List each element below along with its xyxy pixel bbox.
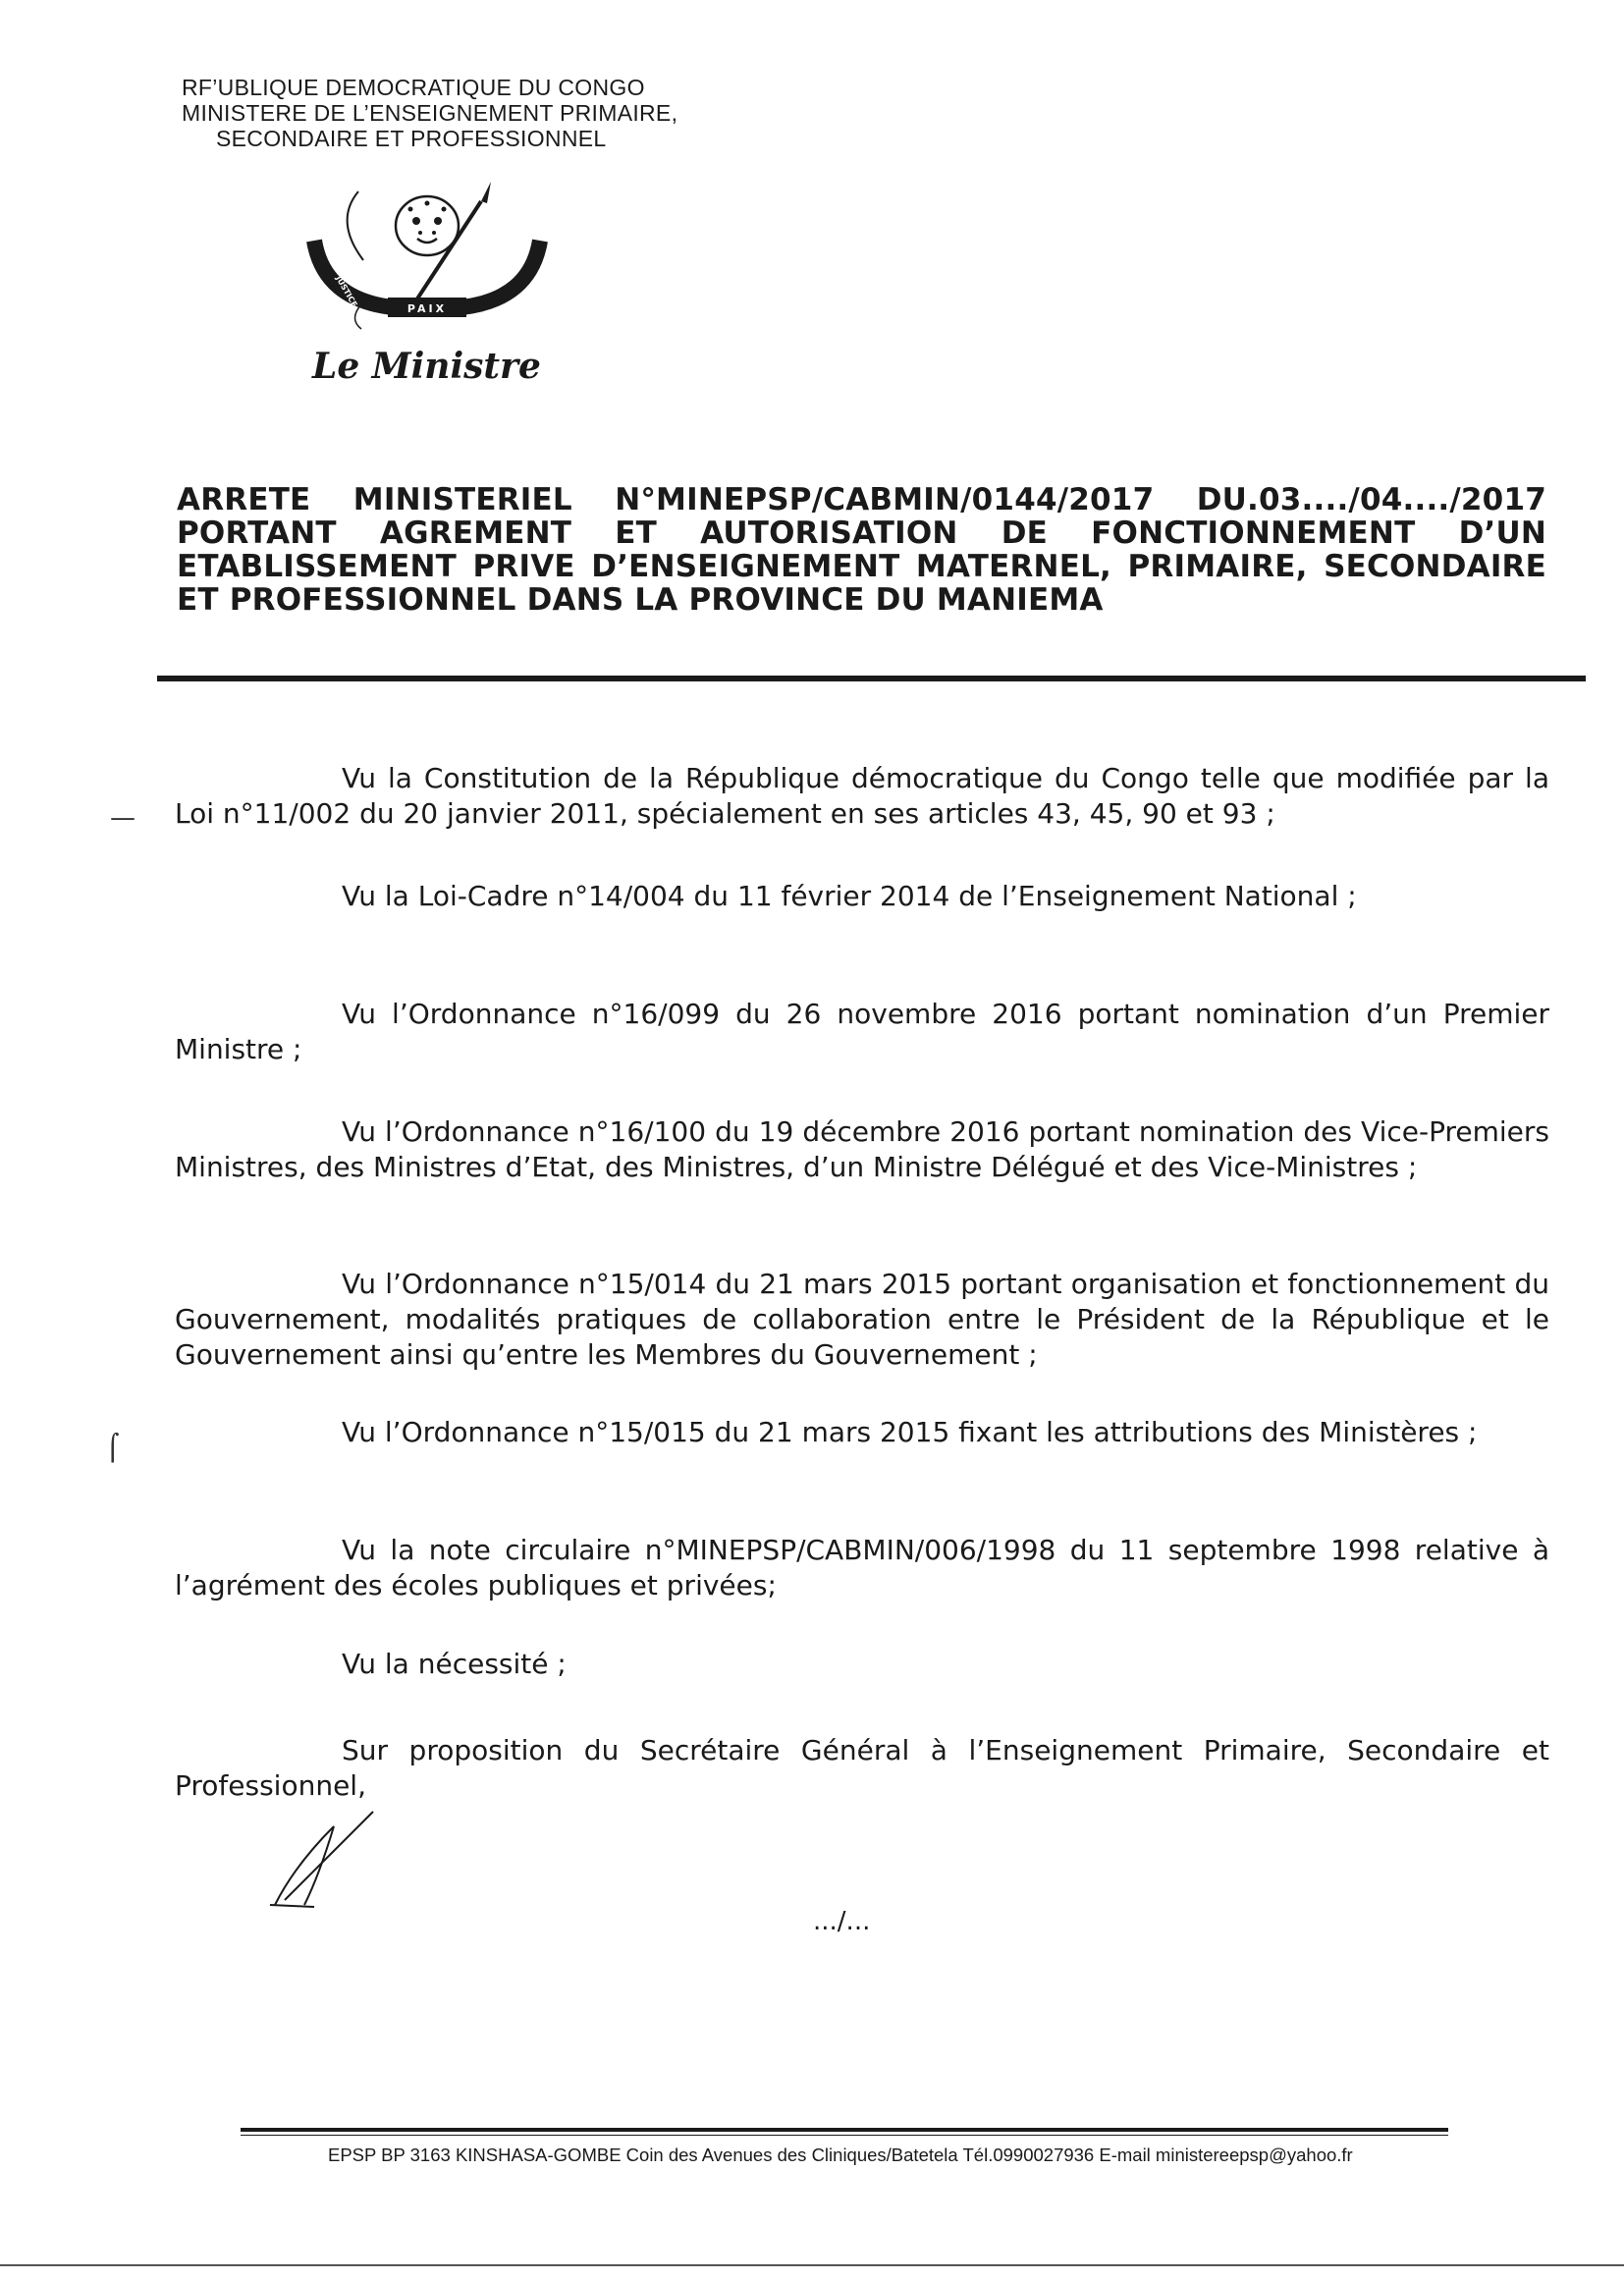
paragraph-necessite: Vu la nécessité ; [342,1648,567,1680]
title-line-1: ARRETE MINISTERIEL N°MINEPSP/CABMIN/0144/2017 DU.03..../04..../2017 [177,482,1546,517]
paragraph-ordonnance-16-100: Vu l’Ordonnance n°16/100 du 19 décembre 2016 portant nomination des Vice-Premiers Ministres, des Ministres d’Etat, des Ministres, d’un Ministre Délégué et des Vice-Ministres ; [175,1115,1549,1183]
margin-mark: ⌠ [106,1434,120,1463]
footer-divider-thin [241,2135,1448,2136]
letterhead [182,75,790,151]
handwritten-initials [265,1807,383,1915]
title-line-4: ET PROFESSIONNEL DANS LA PROVINCE DU MANIEMA [177,582,1104,618]
paragraph-note-circulaire: Vu la note circulaire n°MINEPSP/CABMIN/006/1998 du 11 septembre 1998 relative à l’agrément des écoles publiques et privées; [175,1534,1549,1601]
country-name: RF’UBLIQUE DEMOCRATIQUE DU CONGO [182,75,645,100]
paragraph-ordonnance-15-015: Vu l’Ordonnance n°15/015 du 21 mars 2015 fixant les attributions des Ministères ; [342,1416,1478,1448]
minister-title: Le Ministre [312,346,541,387]
coat-of-arms-icon [295,182,560,339]
motto-left: JUSTICE [334,274,359,309]
paragraph-loi-cadre: Vu la Loi-Cadre n°14/004 du 11 février 2014 de l’Enseignement National ; [342,880,1357,912]
paragraph-ordonnance-15-014: Vu l’Ordonnance n°15/014 du 21 mars 2015 portant organisation et fonctionnement du Gouvernement, modalités pratiques de collaboration entre le Président de la République et le Gouvernement ainsi qu’entre les Membres du Gouvernement ; [175,1268,1549,1371]
ministry-name-line2: SECONDAIRE ET PROFESSIONNEL [216,126,607,151]
ministry-name-line1: MINISTERE DE L’ENSEIGNEMENT PRIMAIRE, [182,100,678,126]
footer-address: EPSP BP 3163 KINSHASA-GOMBE Coin des Avenues des Cliniques/Batetela Tél.0990027936 E-mail ministereepsp@yahoo.fr [328,2144,1353,2165]
page-edge-line [0,2264,1624,2266]
title-line-2: PORTANT AGREMENT ET AUTORISATION DE FONCTIONNEMENT D’UN [177,516,1546,551]
paragraph-constitution: Vu la Constitution de la République démocratique du Congo telle que modifiée par la Loi n°11/002 du 20 janvier 2011, spécialement en ses articles 43, 45, 90 et 93 ; [175,762,1549,830]
motto-right: TRAVAIL [496,217,523,253]
title-line-3: ETABLISSEMENT PRIVE D’ENSEIGNEMENT MATERNEL, PRIMAIRE, SECONDAIRE [177,549,1546,584]
motto-center: PAIX [406,302,448,315]
paragraph-proposition: Sur proposition du Secrétaire Général à l’Enseignement Primaire, Secondaire et Professionnel, [175,1734,1549,1802]
title-divider [157,676,1586,681]
paragraph-ordonnance-16-099: Vu l’Ordonnance n°16/099 du 26 novembre 2016 portant nomination d’un Premier Ministre ; [175,998,1549,1065]
decree-title [177,483,1546,617]
footer-divider [241,2128,1448,2132]
continuation-mark: .../... [813,1907,871,1936]
margin-mark: — [110,803,135,833]
